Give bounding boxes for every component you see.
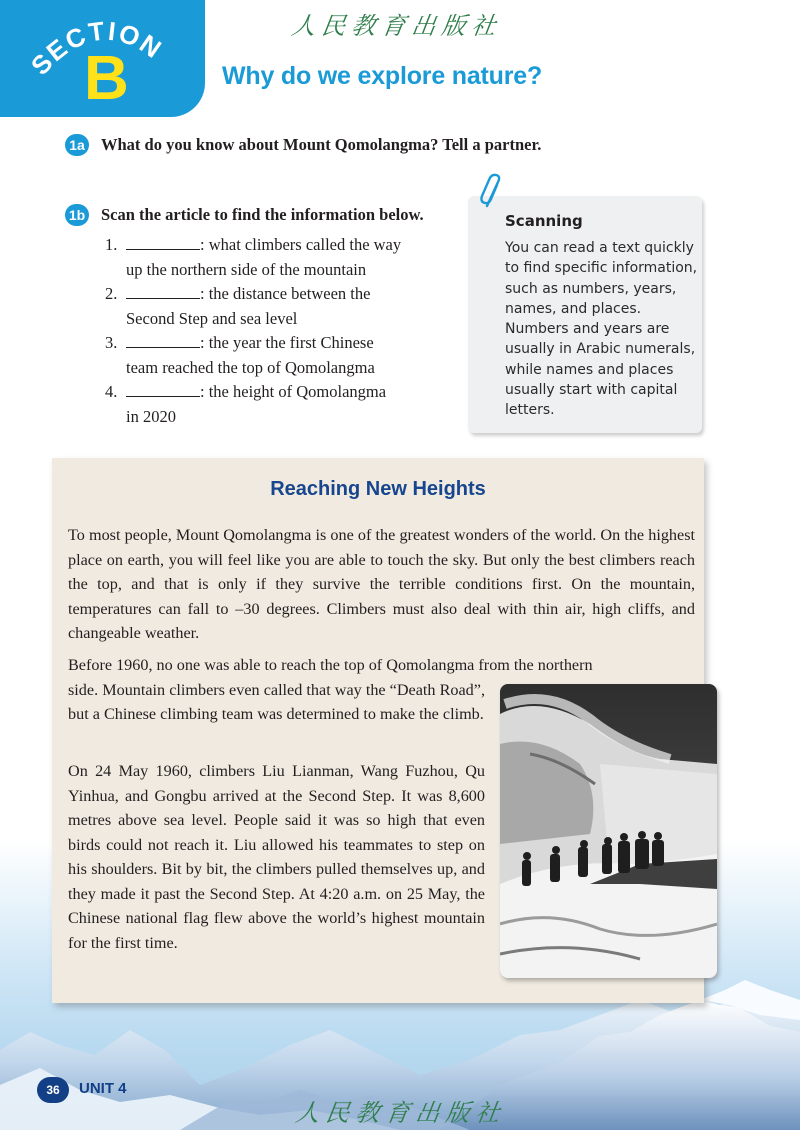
question-text-continued: team reached the top of Qomolangma: [126, 357, 375, 377]
answer-blank[interactable]: [126, 334, 200, 348]
question-item: [105, 331, 445, 380]
section-tab: [0, 0, 205, 117]
question-number: 4.: [105, 382, 118, 401]
article-title: Reaching New Heights: [270, 478, 486, 500]
question-number: 2.: [105, 284, 118, 303]
climbers-photo: [500, 684, 717, 978]
publisher-mark-bottom: 人民教育出版社: [293, 1099, 508, 1127]
question-text: : the height of Qomolangma: [200, 382, 387, 401]
activity-1b: [65, 204, 424, 226]
activity-badge-1b: 1b: [65, 204, 89, 226]
answer-blank[interactable]: [126, 383, 200, 397]
paperclip-icon: [478, 172, 508, 212]
question-number: 3.: [105, 333, 118, 352]
activity-badge-1a: 1a: [65, 134, 89, 156]
activity-1a: [65, 134, 541, 156]
question-item: [105, 380, 445, 429]
question-number: 1.: [105, 235, 118, 254]
section-letter: B: [84, 44, 129, 113]
article-paragraph-2-line-1: Before 1960, no one was able to reach the top of Qomolangma from the northern: [68, 656, 593, 674]
question-text: : the year the first Chinese: [200, 333, 374, 352]
climbers-photo-illustration: [500, 684, 717, 978]
answer-blank[interactable]: [126, 236, 200, 250]
question-text-continued: up the northern side of the mountain: [126, 259, 367, 279]
article-paragraph-3: On 24 May 1960, climbers Liu Lianman, Wang Fuzhou, Qu Yinhua, and Gongbu arrived at the Second Step. It was 8,600 metres above sea level. People said it was so high that even birds could not reach it. Liu allowed his teammates to step on his shoulders. Bit by bit, the climbers pulled themselves up, and they made it past the Second Step. At 4:20 a.m. on 25 May, the Chinese national flag flew above the world’s highest mountain for the first time.: [68, 762, 485, 952]
article-paragraph-1: To most people, Mount Qomolangma is one of the greatest wonders of the world. On the highest place on earth, you will feel like you are able to touch the sky. But only the best climbers reach the top, and that is only if they survive the terrible conditions first. On the mountain, temperatures can fall to –30 degrees. Climbers must also deal with thin air, high cliffs, and changeable weather.: [68, 526, 695, 642]
answer-blank[interactable]: [126, 285, 200, 299]
publisher-mark-top: 人民教育出版社: [289, 12, 504, 40]
question-text: : the distance between the: [200, 284, 371, 303]
unit-label: UNIT 4: [79, 1080, 127, 1097]
article-paragraph-2-rest: side. Mountain climbers even called that way the “Death Road”, but a Chinese climbing team was determined to make the climb.: [68, 680, 485, 723]
question-item: [105, 282, 445, 331]
page-number-badge: 36: [37, 1077, 69, 1103]
article-box: [52, 458, 704, 1003]
question-text: : what climbers called the way: [200, 235, 402, 254]
activity-1b-instruction: Scan the article to find the information below.: [101, 205, 424, 224]
question-text-continued: in 2020: [126, 406, 176, 426]
question-text-continued: Second Step and sea level: [126, 308, 298, 328]
svg-text:SECTION: SECTION: [24, 15, 169, 81]
tip-title: Scanning: [505, 212, 583, 230]
question-item: [105, 233, 445, 282]
question-list: [105, 233, 445, 429]
page-title: Why do we explore nature?: [222, 62, 543, 90]
activity-1a-instruction: What do you know about Mount Qomolangma? Tell a partner.: [101, 135, 542, 154]
tip-body: You can read a text quickly to find specific information, such as numbers, years, names, and places. Numbers and years are usually in Arabic numerals, while names and places usually start with capital letters.: [505, 240, 698, 419]
